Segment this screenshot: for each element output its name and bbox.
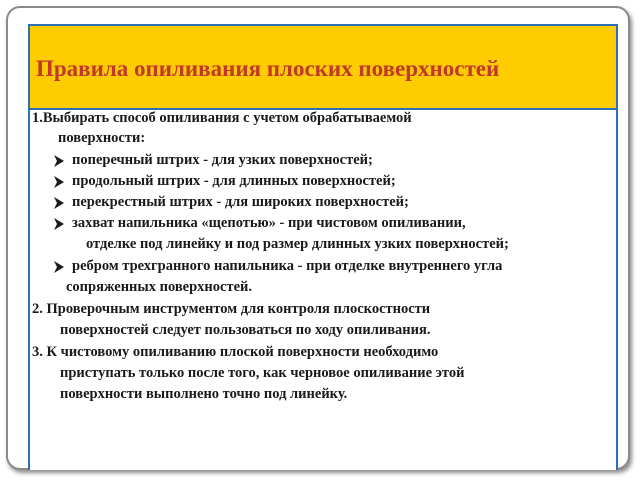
item-1-line-1: 1.Выбирать способ опиливания с учетом обрабатываемой xyxy=(32,110,412,126)
bullet-4: захват напильника «щепотью» - при чистовом опиливании, xyxy=(72,215,466,231)
arrow-bullet-icon xyxy=(54,218,64,230)
slide-title: Правила опиливания плоских поверхностей xyxy=(36,56,500,81)
arrow-bullet-icon xyxy=(54,261,64,273)
arrow-bullet-icon xyxy=(54,176,64,188)
item-3-line-3: поверхности выполнено точно под линейку. xyxy=(60,386,348,402)
arrow-bullet-icon xyxy=(54,197,64,209)
bullet-5: ребром трехгранного напильника - при отделке внутреннего угла xyxy=(72,258,503,274)
bullet-2: продольный штрих - для длинных поверхностей; xyxy=(72,173,396,189)
bullet-3: перекрестный штрих - для широких поверхностей; xyxy=(72,194,409,210)
item-3-line-2: приступать только после того, как черновое опиливание этой xyxy=(60,365,465,381)
item-2-line-2: поверхностей следует пользоваться по ходу опиливания. xyxy=(60,322,431,338)
arrow-bullet-icon xyxy=(54,155,64,167)
bullet-1: поперечный штрих - для узких поверхностей; xyxy=(72,152,373,168)
item-3-line-1: 3. К чистовому опиливанию плоской поверхности необходимо xyxy=(32,344,439,360)
bullet-5-continuation: сопряженных поверхностей. xyxy=(66,279,253,295)
item-1-line-2: поверхности: xyxy=(58,130,146,146)
bullet-4-continuation: отделке под линейку и под размер длинных узких поверхностей; xyxy=(86,236,509,252)
item-2-line-1: 2. Проверочным инструментом для контроля плоскостности xyxy=(32,301,431,317)
title-bar xyxy=(30,26,616,110)
